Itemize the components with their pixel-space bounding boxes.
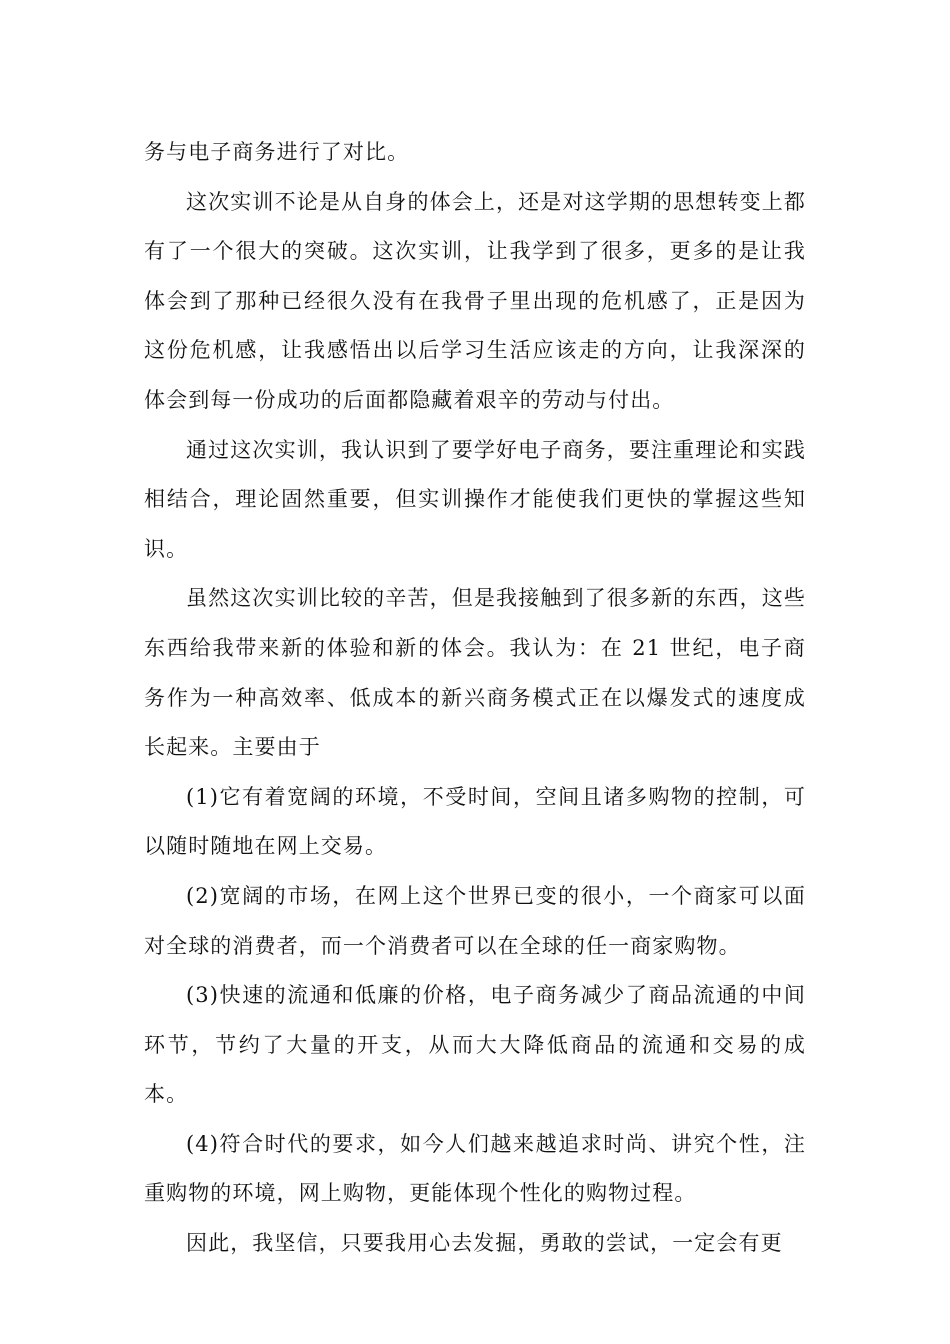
paragraph-conclusion: 因此，我坚信，只要我用心去发掘，勇敢的尝试，一定会有更	[186, 1231, 783, 1256]
paragraph-point-4: (4)符合时代的要求，如今人们越来越追求时尚、讲究个性，注重购物的环境，网上购物，更能体现个性化的购物过程。	[144, 1131, 806, 1206]
paragraph-continuation: 务与电子商务进行了对比。	[144, 140, 410, 164]
paragraph-ecommerce-growth: 虽然这次实训比较的辛苦，但是我接触到了很多新的东西，这些东西给我带来新的体验和新的体会。我认为：在 21 世纪，电子商务作为一种高效率、低成本的新兴商务模式正在以爆发式的速度成长起来。主要由于	[144, 586, 806, 760]
paragraph-training-reflection: 这次实训不论是从自身的体会上，还是对这学期的思想转变上都有了一个很大的突破。这次实训，让我学到了很多，更多的是让我体会到了那种已经很久没有在我骨子里出现的危机感了，正是因为这份危机感，让我感悟出以后学习生活应该走的方向，让我深深的体会到每一份成功的后面都隐藏着艰辛的劳动与付出。	[144, 189, 806, 412]
paragraph-theory-practice: 通过这次实训，我认识到了要学好电子商务，要注重理论和实践相结合，理论固然重要，但实训操作才能使我们更快的掌握这些知识。	[144, 437, 806, 561]
paragraph-point-2: (2)宽阔的市场，在网上这个世界已变的很小，一个商家可以面对全球的消费者，而一个消费者可以在全球的任一商家购物。	[144, 883, 806, 958]
paragraph-point-3: (3)快速的流通和低廉的价格，电子商务减少了商品流通的中间环节，节约了大量的开支，从而大大降低商品的流通和交易的成本。	[144, 983, 806, 1107]
paragraph-point-1: (1)它有着宽阔的环境，不受时间，空间且诸多购物的控制，可以随时随地在网上交易。	[144, 784, 806, 859]
document-body	[144, 128, 806, 1269]
